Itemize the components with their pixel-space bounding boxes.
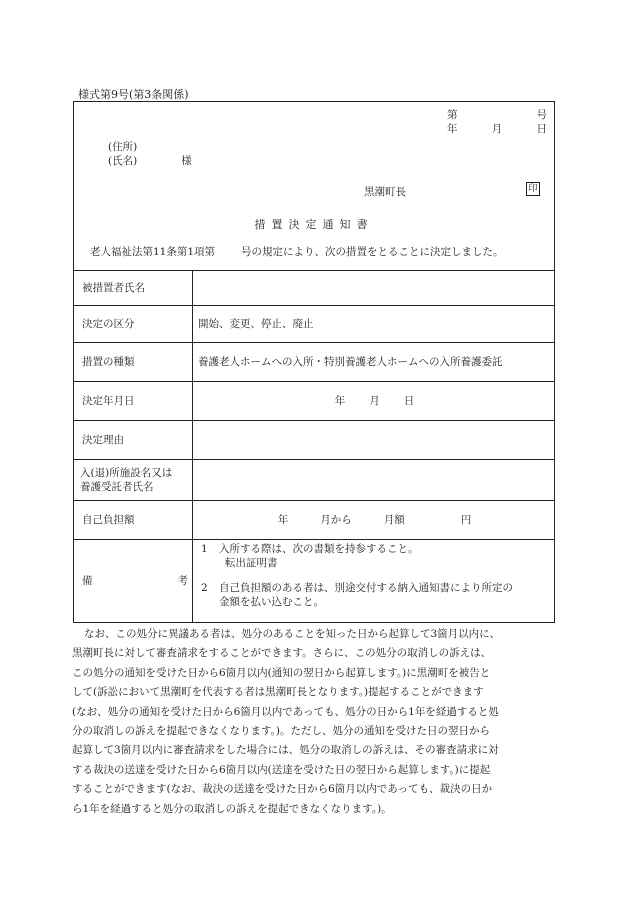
- document-number-block: [447, 108, 547, 136]
- label-text: 決定理由: [82, 434, 124, 446]
- decision-date-month: 月: [369, 395, 380, 407]
- label-text: 措置の種類: [82, 356, 135, 368]
- notice-frame: [73, 101, 555, 623]
- issuer-name: 黒潮町長: [364, 186, 406, 198]
- burden-month-from: 月から: [320, 514, 352, 526]
- burden-yen: 円: [460, 514, 472, 526]
- date-year: 年: [447, 123, 458, 135]
- date-month: 月: [491, 123, 503, 135]
- remark-1-text: 入所する際は、次の書類を持参すること。: [219, 543, 419, 555]
- label-text: 自己負担額: [82, 514, 135, 526]
- paragraph-line: この処分の通知を受けた日から6箇月以内(通知の翌日から起算します。)に黒潮町を被告と: [72, 666, 491, 679]
- form-number-label: 様式第9号(第3条関係): [78, 88, 189, 101]
- decision-date-day: 日: [403, 395, 415, 407]
- row-divider: [74, 342, 554, 382]
- remarks-content: [193, 543, 551, 621]
- appeal-notice-paragraph: [72, 625, 558, 819]
- paragraph-line: (なお、処分の通知を受けた日から6箇月以内であっても、処分の日から1年を経過すると処: [72, 705, 499, 718]
- address-label: (住所): [108, 141, 138, 153]
- intro-part-a: 老人福祉法第11条第1項第: [90, 246, 216, 258]
- remarks-label-a: 備: [82, 575, 93, 587]
- remarks-label: [74, 539, 192, 622]
- paragraph-line: 分の取消しの訴えを提起できなくなります。)。ただし、処分の通知を受けた日の翌日から: [72, 725, 491, 738]
- seal-stamp: 印: [526, 182, 540, 196]
- remark-1-sub: 転出証明書: [225, 556, 278, 569]
- honorific: 様: [181, 155, 192, 167]
- paragraph-line: して(訴訟において黒潮町を代表する者は黒潮町長となります。)提起することができます: [72, 686, 484, 699]
- remarks-label-b: 考: [177, 575, 188, 587]
- remark-2-text-1: 自己負担額のある者は、別途交付する納入通知書により所定の: [219, 582, 513, 594]
- facility-label-line-2: 養護受託者氏名: [80, 480, 154, 493]
- paragraph-line: ら1年を経過すると処分の取消しの訴えを提起できなくなります。)。: [72, 802, 392, 815]
- intro-part-b: 号の規定により、次の措置をとることに決定しました。: [241, 246, 504, 258]
- remark-2-number: 2: [201, 582, 208, 594]
- number-suffix: 号: [536, 109, 547, 121]
- paragraph-line: 起算して3箇月以内に審査請求をした場合には、処分の取消しの訴えは、その審査請求に対: [72, 744, 499, 757]
- measure-type-value: 養護老人ホームへの入所・特別養護老人ホームへの入所養護委託: [198, 356, 503, 368]
- row-divider: [74, 381, 554, 421]
- paragraph-line: する裁決の送達を受けた日から6箇月以内(送達を受けた日の翌日から起算します。)に提起: [72, 763, 491, 776]
- facility-label-line-1: 入(退)所施設名又は: [80, 466, 173, 479]
- row-divider: [74, 459, 554, 501]
- number-prefix: 第: [447, 109, 458, 121]
- intro-sentence: [90, 244, 504, 259]
- remark-2-text-2: 金額を払い込むこと。: [219, 595, 324, 608]
- decision-date-year: 年: [334, 395, 346, 407]
- burden-year: 年: [277, 514, 289, 526]
- name-label: (氏名): [108, 155, 138, 167]
- paragraph-line: することができます(なお、裁決の送達を受けた日から6箇月以内であっても、裁決の日か: [72, 783, 493, 796]
- paragraph-line: 黒潮町長に対して審査請求をすることができます。さらに、この処分の取消しの訴えは、: [72, 647, 492, 660]
- row-divider: [74, 500, 554, 540]
- label-text: 決定年月日: [82, 395, 135, 407]
- row-divider: [74, 420, 554, 460]
- row-divider: [74, 305, 554, 343]
- label-text: 被措置者氏名: [82, 282, 145, 294]
- document-title: 措置決定通知書: [254, 218, 374, 231]
- notice-header: [74, 102, 554, 271]
- recipient-block: [108, 140, 192, 168]
- label-text: 決定の区分: [82, 318, 135, 330]
- row-divider: [74, 270, 554, 306]
- decision-category-value: 開始、変更、停止、廃止: [198, 318, 314, 330]
- burden-monthly: 月額: [383, 514, 405, 526]
- remark-1-number: 1: [201, 543, 208, 555]
- date-day: 日: [536, 123, 547, 135]
- paragraph-line: なお、この処分に異議ある者は、処分のあることを知った日から起算して3箇月以内に、: [84, 628, 501, 640]
